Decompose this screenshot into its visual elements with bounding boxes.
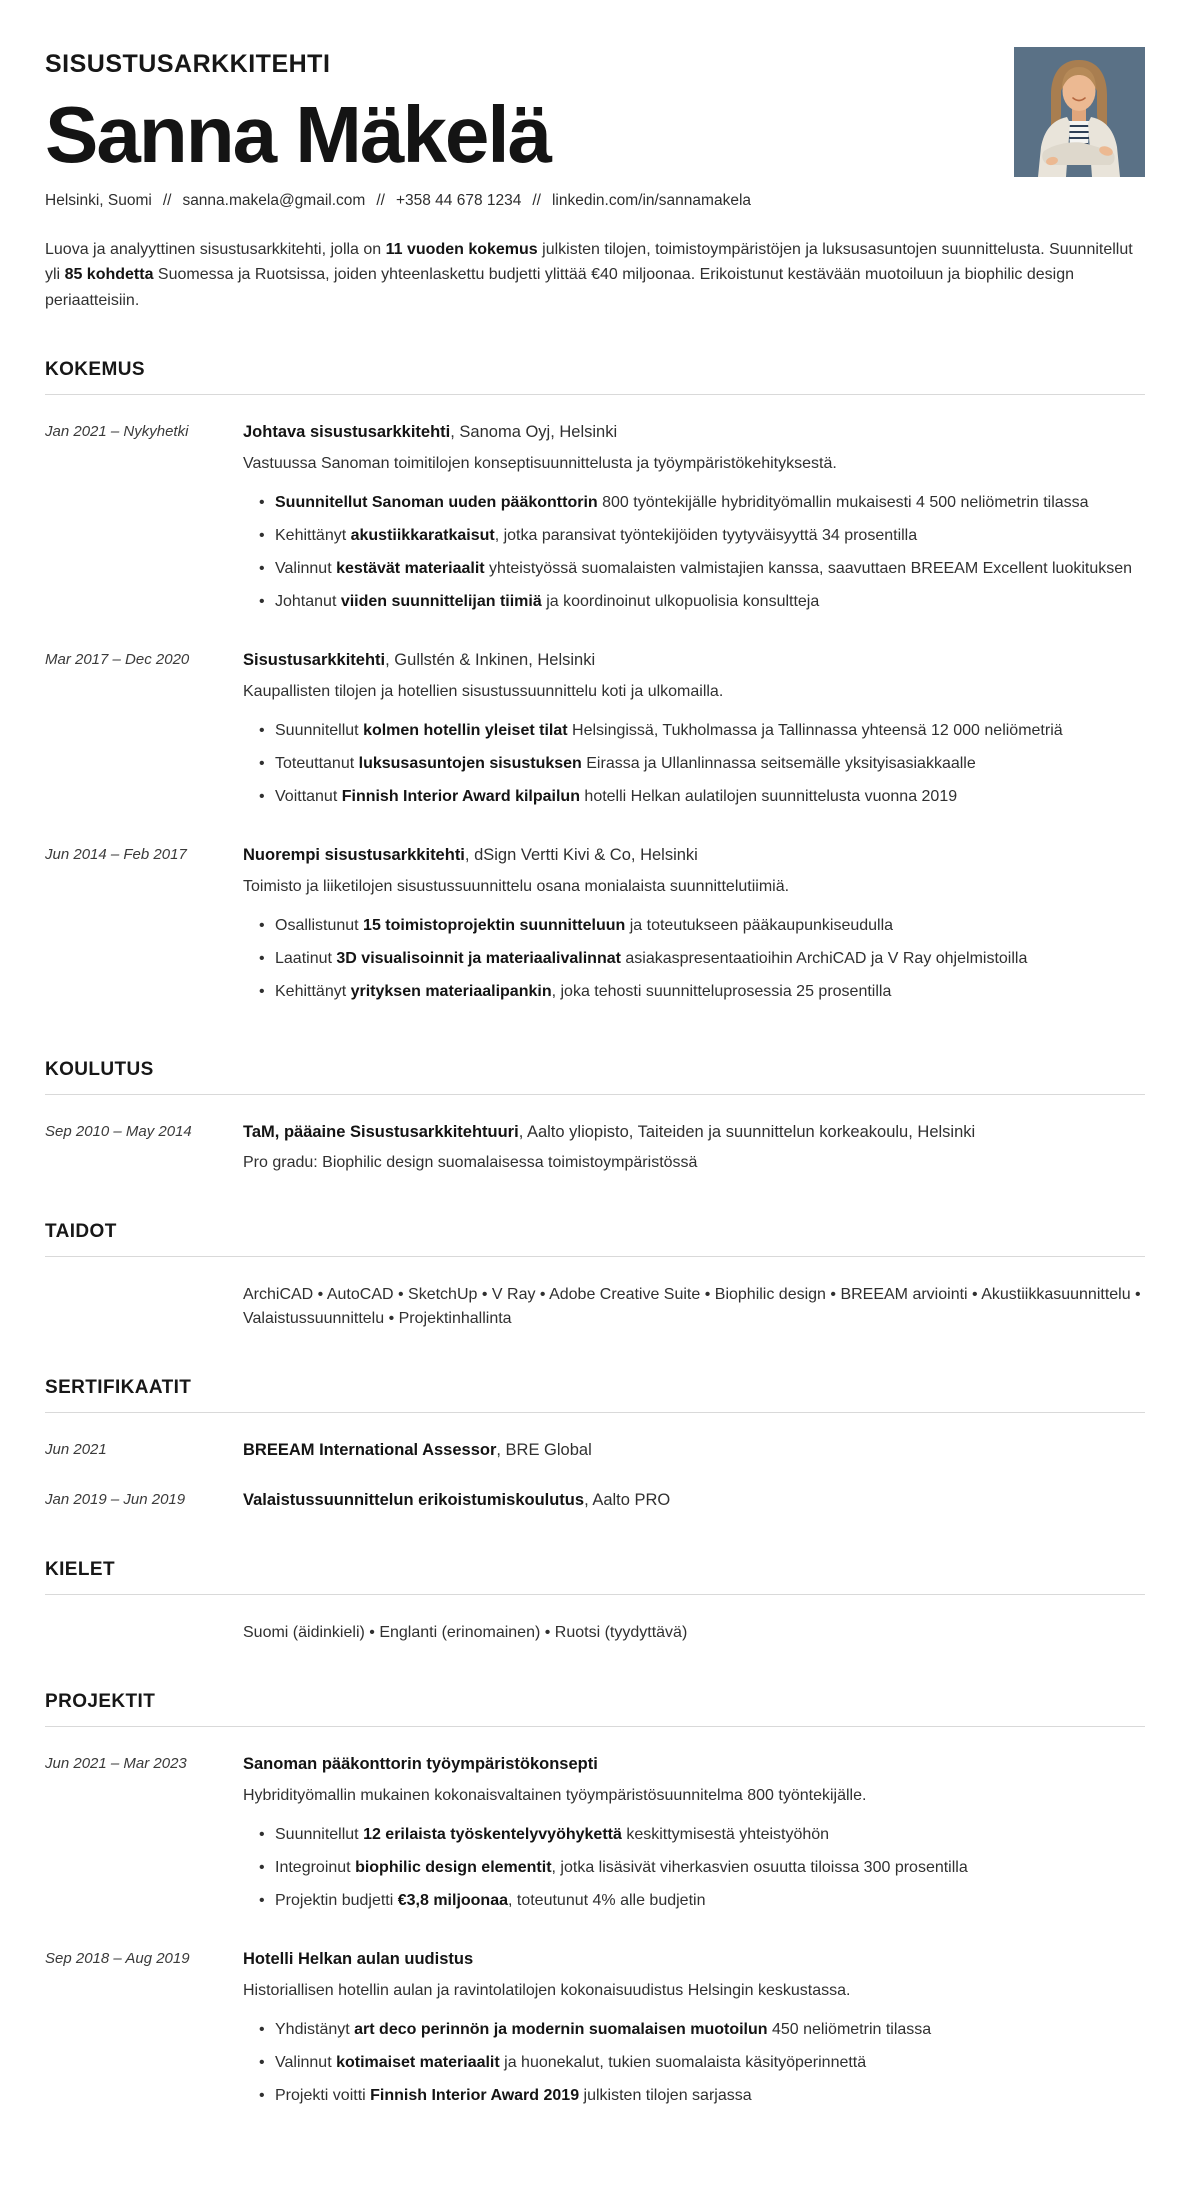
entry-body	[243, 1753, 1145, 1922]
section-title: KOULUTUS	[45, 1059, 1145, 1095]
bullet-item: • Osallistunut 15 toimistoprojektin suunnitteluun ja toteutukseen pääkaupunkiseudulla	[259, 914, 1145, 938]
entry	[45, 1283, 1145, 1331]
entry-title: Sanoman pääkonttorin työympäristökonsepti	[243, 1755, 598, 1774]
entry-date: Mar 2017 – Dec 2020	[45, 650, 190, 668]
entry-bullets	[243, 491, 1145, 614]
entry-date: Jan 2019 – Jun 2019	[45, 1491, 186, 1509]
entry	[45, 649, 1145, 818]
bullet-item: • Projektin budjetti €3,8 miljoonaa, toteutunut 4% alle budjetin	[259, 1889, 1145, 1913]
entry	[45, 1121, 1145, 1176]
bullet-item: • Integroinut biophilic design elementit, jotka lisäsivät viherkasvien osuutta tiloissa 300 prosentilla	[259, 1856, 1145, 1880]
bullet-item: • Suunnitellut Sanoman uuden pääkonttorin 800 työntekijälle hybridityömallin mukaisesti 4 500 neliömetrin tilassa	[259, 491, 1145, 515]
profile-photo	[1014, 47, 1145, 177]
contact-phone: +358 44 678 1234	[395, 192, 522, 209]
summary-paragraph: Luova ja analyyttinen sisustusarkkitehti, jolla on 11 vuoden kokemus julkisten tilojen, toimistoympäristöjen ja luksusasuntojen suunnittelusta. Suunnitellut yli 85 kohdetta Suomessa ja Ruotsissa, joiden yhteenlaskettu budjetti ylittää €40 miljoonaa. Erikoistunut kestävään muotoiluun ja biophilic design periaatteisiin.	[45, 241, 1133, 309]
contact-email[interactable]: sanna.makela@gmail.com	[182, 192, 366, 209]
entry	[45, 1621, 1145, 1645]
entry	[45, 1489, 1145, 1513]
entry-body	[243, 1621, 1145, 1645]
bullet-item: • Kehittänyt akustiikkaratkaisut, jotka paransivat työntekijöiden tyytyväisyyttä 34 prosentilla	[259, 524, 1145, 548]
entry-body	[243, 1439, 1145, 1463]
job-title-eyebrow: SISUSTUSARKKITEHTI	[45, 50, 331, 78]
bullet-item: • Voittanut Finnish Interior Award kilpailun hotelli Helkan aulatilojen suunnittelusta vuonna 2019	[259, 785, 1145, 809]
entry-body	[243, 649, 1145, 818]
bullet-item: • Valinnut kestävät materiaalit yhteistyössä suomalaisten valmistajien kanssa, saavuttaen BREEAM Excellent luokituksen	[259, 557, 1145, 581]
section-title: SERTIFIKAATIT	[45, 1377, 1145, 1413]
section	[45, 1059, 1145, 1176]
entry-bullets	[243, 914, 1145, 1004]
entry-date: Jun 2021 – Mar 2023	[45, 1755, 187, 1773]
section	[45, 359, 1145, 1013]
section	[45, 1559, 1145, 1645]
bullet-item: • Suunnitellut 12 erilaista työskentelyvyöhykettä keskittymisestä yhteistyöhön	[259, 1823, 1145, 1847]
section-entries	[45, 1753, 1145, 2117]
section-title: KIELET	[45, 1559, 1145, 1595]
bullet-item: • Johtanut viiden suunnittelijan tiimiä ja koordinoinut ulkopuolisia konsultteja	[259, 590, 1145, 614]
entry	[45, 1753, 1145, 1922]
entry-subtitle: Historiallisen hotellin aulan ja ravintolatilojen kokonaisuudistus Helsingin keskustassa.	[243, 1982, 851, 2000]
candidate-name: Sanna Mäkelä	[45, 90, 551, 179]
section-entries	[45, 1621, 1145, 1645]
entry	[45, 421, 1145, 623]
header	[45, 50, 1145, 210]
entry	[45, 1948, 1145, 2117]
contact-separator: //	[162, 192, 172, 209]
bullet-item: • Projekti voitti Finnish Interior Award 2019 julkisten tilojen sarjassa	[259, 2084, 1145, 2108]
section-title: KOKEMUS	[45, 359, 1145, 395]
bullet-item: • Suunnitellut kolmen hotellin yleiset tilat Helsingissä, Tukholmassa ja Tallinnassa yhteensä 12 000 neliömetriä	[259, 719, 1145, 743]
section-entries	[45, 421, 1145, 1013]
contact-linkedin[interactable]: linkedin.com/in/sannamakela	[551, 192, 752, 209]
sections-container	[45, 359, 1145, 2117]
entry-date: Jan 2021 – Nykyhetki	[45, 422, 189, 440]
entry-subtitle: Toimisto ja liiketilojen sisustussuunnittelu osana monialaista suunnittelutiimiä.	[243, 877, 790, 895]
entry-date	[45, 1621, 243, 1645]
entry-body	[243, 1948, 1145, 2117]
contact-line	[45, 192, 1145, 210]
bullet-item: • Toteuttanut luksusasuntojen sisustuksen Eirassa ja Ullanlinnassa seitsemälle yksityisasiakkaalle	[259, 752, 1145, 776]
entry-title: Nuorempi sisustusarkkitehti, dSign Vertti Kivi & Co, Helsinki	[243, 845, 698, 864]
entry-bullets	[243, 1823, 1145, 1913]
profile-photo-illustration	[1014, 47, 1145, 177]
contact-separator: //	[376, 192, 385, 209]
entry-subtitle: Kaupallisten tilojen ja hotellien sisustussuunnittelu koti ja ulkomailla.	[243, 682, 724, 700]
entry-body	[243, 1121, 1145, 1176]
entry-body	[243, 421, 1145, 623]
entry-date: Jun 2021	[45, 1441, 107, 1459]
bullet-item: • Laatinut 3D visualisoinnit ja materiaalivalinnat asiakaspresentaatioihin ArchiCAD ja V Ray ohjelmistoilla	[259, 947, 1145, 971]
entry-body	[243, 1283, 1145, 1331]
entry-body	[243, 1489, 1145, 1513]
section-entries	[45, 1283, 1145, 1331]
section	[45, 1691, 1145, 2117]
entry-bullets	[243, 2018, 1145, 2108]
entry-inline-list: Suomi (äidinkieli) • Englanti (erinomainen) • Ruotsi (tyydyttävä)	[243, 1624, 688, 1642]
section-title: PROJEKTIT	[45, 1691, 1145, 1727]
entry-bullets	[243, 719, 1145, 809]
entry-date: Sep 2018 – Aug 2019	[45, 1950, 190, 1968]
entry-inline-list: ArchiCAD • AutoCAD • SketchUp • V Ray • Adobe Creative Suite • Biophilic design • BREEAM arviointi • Akustiikkasuunnittelu • Valaistussuunnittelu • Projektinhallinta	[243, 1286, 1141, 1328]
entry	[45, 844, 1145, 1013]
bullet-item: • Yhdistänyt art deco perinnön ja modernin suomalaisen muotoilun 450 neliömetrin tilassa	[259, 2018, 1145, 2042]
entry-date	[45, 1283, 243, 1331]
entry-date: Jun 2014 – Feb 2017	[45, 845, 187, 863]
entry-subtitle: Hybridityömallin mukainen kokonaisvaltainen työympäristösuunnitelma 800 työntekijälle.	[243, 1787, 867, 1805]
entry	[45, 1439, 1145, 1463]
section-entries	[45, 1121, 1145, 1176]
bullet-item: • Valinnut kotimaiset materiaalit ja huonekalut, tukien suomalaista käsityöperinnettä	[259, 2051, 1145, 2075]
entry-title: BREEAM International Assessor, BRE Global	[243, 1441, 592, 1460]
entry-title: Valaistussuunnittelun erikoistumiskoulutus, Aalto PRO	[243, 1491, 671, 1510]
contact-location: Helsinki, Suomi	[45, 192, 152, 209]
bullet-item: • Kehittänyt yrityksen materiaalipankin, joka tehosti suunnitteluprosessia 25 prosentilla	[259, 980, 1145, 1004]
entry-date: Sep 2010 – May 2014	[45, 1122, 192, 1140]
entry-subtitle: Vastuussa Sanoman toimitilojen konseptisuunnittelusta ja työympäristökehityksestä.	[243, 454, 837, 472]
entry-body	[243, 844, 1145, 1013]
section-title: TAIDOT	[45, 1221, 1145, 1257]
section	[45, 1377, 1145, 1513]
entry-title: Hotelli Helkan aulan uudistus	[243, 1950, 474, 1969]
entry-title: Sisustusarkkitehti, Gullstén & Inkinen, Helsinki	[243, 650, 596, 669]
section-entries	[45, 1439, 1145, 1513]
entry-subtitle: Pro gradu: Biophilic design suomalaisessa toimistoympäristössä	[243, 1154, 698, 1172]
entry-title: Johtava sisustusarkkitehti, Sanoma Oyj, Helsinki	[243, 422, 618, 441]
section	[45, 1221, 1145, 1331]
entry-title: TaM, pääaine Sisustusarkkitehtuuri, Aalto yliopisto, Taiteiden ja suunnittelun korkeakoulu, Helsinki	[243, 1122, 976, 1141]
contact-separator: //	[532, 192, 541, 209]
